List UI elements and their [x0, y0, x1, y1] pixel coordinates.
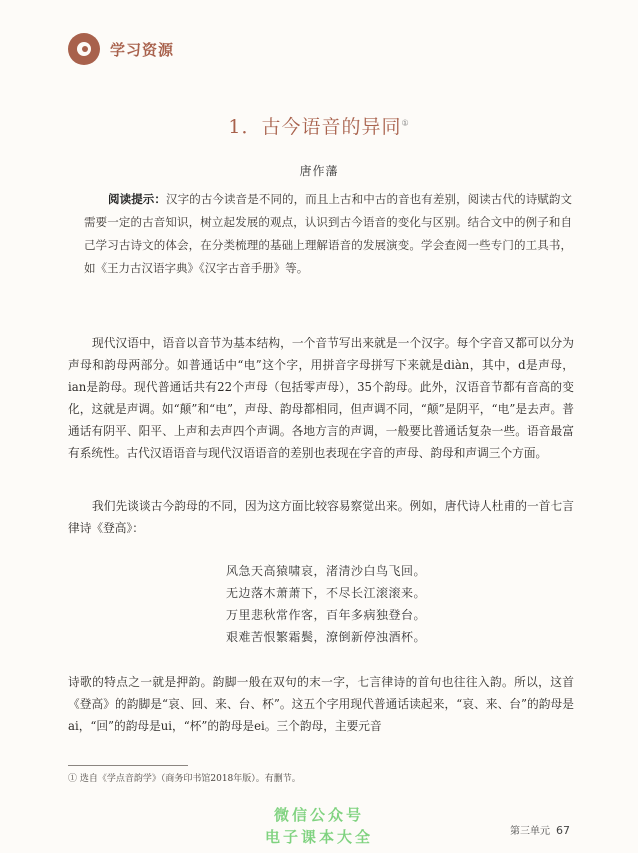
reading-tip [84, 188, 572, 280]
watermark-line-1: 微信公众号 [273, 806, 364, 824]
poem-line: 艰难苦恨繁霜鬓，潦倒新停浊酒杯。 [226, 630, 427, 644]
footnote-divider [68, 765, 188, 766]
article-author: 唐作藩 [299, 164, 339, 178]
article-title-block [0, 112, 638, 139]
section-logo-icon [68, 33, 100, 65]
body-paragraph-3: 诗歌的特点之一就是押韵。韵脚一般在双句的末一字，七言律诗的首句也往往入韵。所以，这首《登高》的韵脚是“哀、回、来、台、杯”。这五个字用现代普通话读起来，“哀、来、台”的韵母是ai，“回”的韵母是ui，“杯”的韵母是ei。三个韵母，主要元音 [68, 675, 574, 733]
reading-tip-label: 阅读提示： [108, 192, 167, 206]
body-paragraph-1: 现代汉语中，语音以音节为基本结构，一个音节写出来就是一个汉字。每个字音又都可以分为声母和韵母两部分。如普通话中“电”这个字，用拼音字母拼写下来就是diàn，其中，d是声母，ian是韵母。现代普通话共有22个声母（包括零声母），35个韵母。此外，汉语音节都有音高的变化，这就是声调。如“颠”和“电”，声母、韵母都相同，但声调不同，“颠”是阴平，“电”是去声。普通话有阴平、阳平、上声和去声四个声调。各地方言的声调，一般要比普通话复杂一些。语音最富有系统性。古代汉语语音与现代汉语语音的差别也表现在字音的声母、韵母和声调三个方面。 [68, 336, 574, 460]
article-title: 1．古今语音的异同 [228, 116, 402, 138]
unit-label: 第三单元 [510, 826, 550, 837]
page-footer [510, 822, 570, 837]
poem [226, 560, 426, 648]
reading-tip-text: 汉字的古今读音是不同的，而且上古和中古的音也有差别，阅读古代的诗赋韵文需要一定的古音知识，树立起发展的观点，认识到古今语音的变化与区别。结合文中的例子和自己学习古诗文的体会，在分类梳理的基础上理解语音的发展演变。学会查阅一些专门的工具书，如《王力古汉语字典》《汉字古音手册》等。 [84, 192, 572, 275]
page-number: 67 [556, 824, 570, 837]
section-label: 学习资源 [110, 40, 175, 59]
body-paragraph-2: 我们先谈谈古今韵母的不同，因为这方面比较容易察觉出来。例如，唐代诗人杜甫的一首七言律诗《登高》： [68, 499, 574, 535]
footnote: ① 选自《学点音韵学》（商务印书馆2018年版）。有删节。 [68, 774, 301, 784]
watermark-line-2: 电子课本大全 [264, 828, 373, 846]
poem-line: 风急天高猿啸哀，渚清沙白鸟飞回。 [226, 564, 427, 578]
poem-line: 无边落木萧萧下，不尽长江滚滚来。 [226, 586, 427, 600]
poem-line: 万里悲秋常作客，百年多病独登台。 [226, 608, 427, 622]
section-header [68, 32, 174, 66]
title-footnote-marker: ① [401, 118, 410, 128]
